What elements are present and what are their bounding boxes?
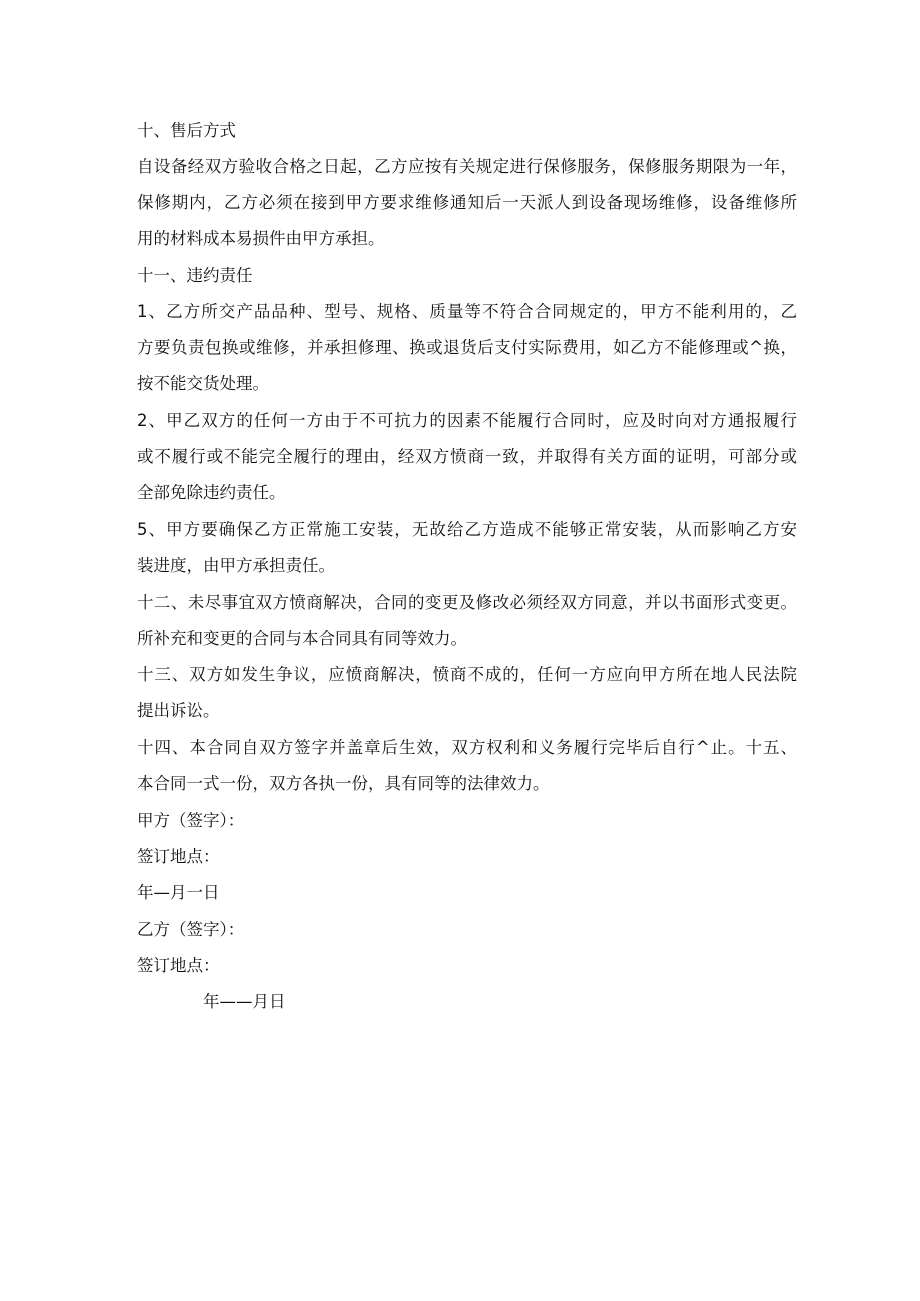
section-10-text-line: 用的材料成本易损件由甲方承担。 [137,229,385,248]
clause-5-text-line: 5、甲方要确保乙方正常施工安装，无故给乙方造成不能够正常安装，从而影响乙方安 [137,520,797,539]
party-b-sign-location-label: 签订地点： [137,956,220,975]
clause-1-text-line: 按不能交货处理。 [137,374,269,393]
section-12-text-line: 所补充和变更的合同与本合同具有同等效力。 [137,629,467,648]
section-14-text-line: 本合同一式一份，双方各执一份，具有同等的法律效力。 [137,774,550,793]
section-12-text-line: 十二、未尽事宜双方愤商解决，合同的变更及修改必须经双方同意，并以书面形式变更。 [137,593,797,612]
clause-5-text-line: 装进度，由甲方承担责任。 [137,556,335,575]
section-10-text-line: 保修期内，乙方必须在接到甲方要求维修通知后一天派人到设备现场维修，设备维修所 [137,193,797,212]
section-11-heading: 十一、违约责任 [137,266,253,285]
clause-1-text-line: 1、乙方所交产品品种、型号、规格、质量等不符合合同规定的，甲方不能利用的，乙 [137,302,797,321]
section-13-text-line: 提出诉讼。 [137,701,220,720]
party-a-date-label: 年—月一日 [137,883,220,902]
party-a-sign-location-label: 签订地点： [137,847,220,866]
party-b-signature-label: 乙方（签字）： [137,920,245,939]
party-b-date-label: 年——月日 [203,992,286,1011]
section-10-text-line: 自设备经双方验收合格之日起，乙方应按有关规定进行保修服务，保修服务期限为一年， [137,157,797,176]
clause-2-text-line: 全部免除违约责任。 [137,483,286,502]
section-10-heading: 十、售后方式 [137,121,236,140]
party-a-signature-label: 甲方（签字）： [137,811,245,830]
clause-2-text-line: 2、甲乙双方的任何一方由于不可抗力的因素不能履行合同时，应及时向对方通报履行 [137,411,797,430]
section-14-text-line: 十四、本合同自双方签字并盖章后生效，双方权利和义务履行完毕后自行^止。十五、 [137,738,797,757]
clause-2-text-line: 或不履行或不能完全履行的理由，经双方愤商一致，并取得有关方面的证明，可部分或 [137,447,797,466]
clause-1-text-line: 方要负责包换或维修，并承担修理、换或退货后支付实际费用，如乙方不能修理或^换， [137,338,797,357]
section-13-text-line: 十三、双方如发生争议，应愤商解决，愤商不成的，任何一方应向甲方所在地人民法院 [137,665,797,684]
